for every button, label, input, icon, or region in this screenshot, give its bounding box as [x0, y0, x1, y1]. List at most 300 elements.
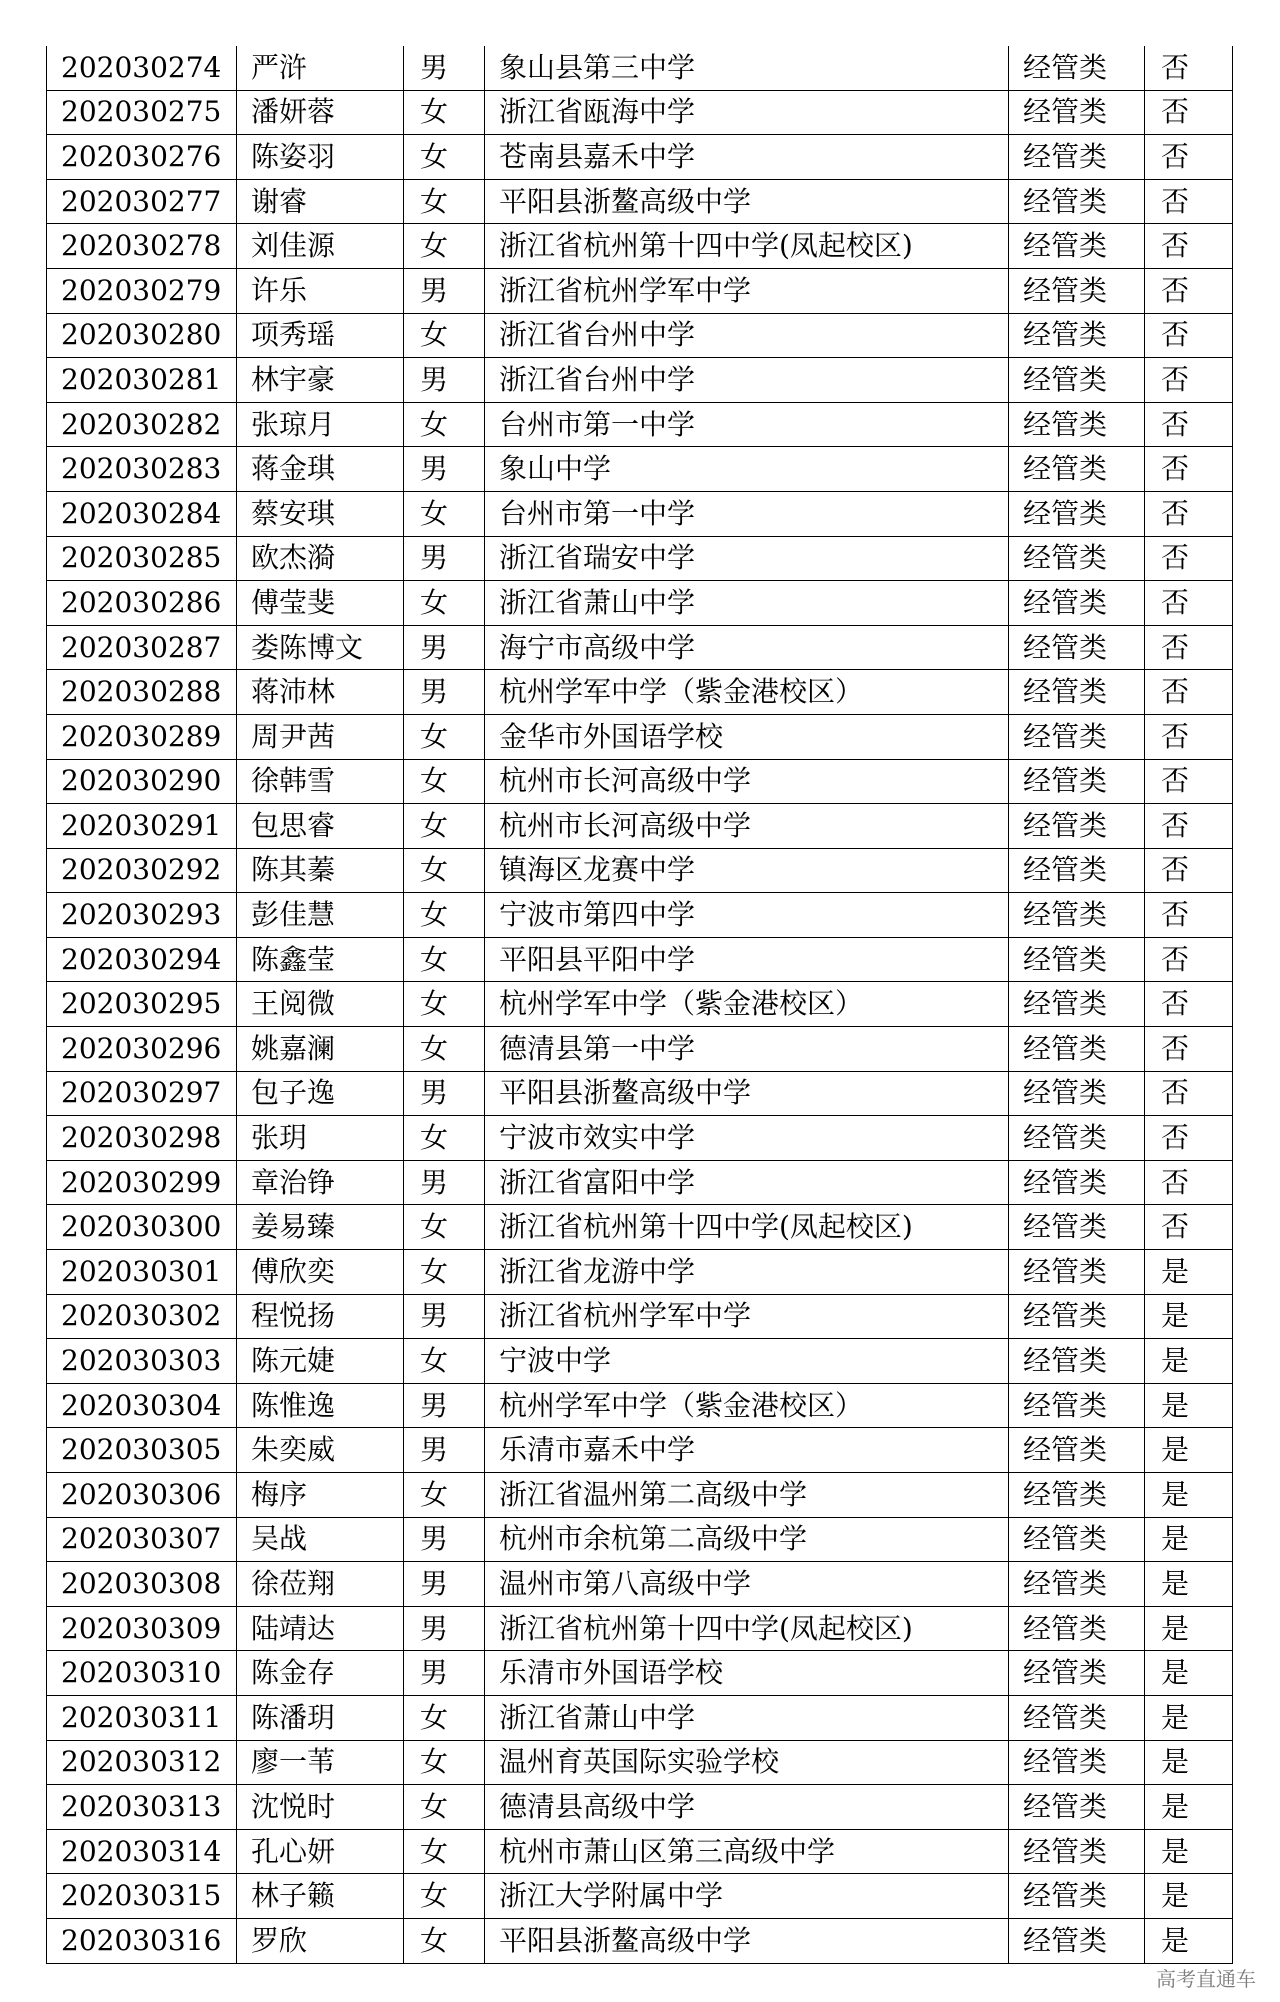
- school-cell: 杭州学军中学（紫金港校区）: [485, 670, 1009, 715]
- school-cell: 杭州学军中学（紫金港校区）: [485, 982, 1009, 1027]
- flag-cell: 是: [1145, 1383, 1233, 1428]
- flag-cell: 否: [1145, 1160, 1233, 1205]
- flag-cell: 是: [1145, 1473, 1233, 1518]
- flag-cell: 否: [1145, 982, 1233, 1027]
- gender-cell: 女: [404, 179, 485, 224]
- category-cell: 经管类: [1009, 893, 1145, 938]
- gender-cell: 女: [404, 1339, 485, 1384]
- school-cell: 浙江省杭州学军中学: [485, 268, 1009, 313]
- gender-cell: 女: [404, 1918, 485, 1963]
- flag-cell: 是: [1145, 1428, 1233, 1473]
- flag-cell: 是: [1145, 1695, 1233, 1740]
- flag-cell: 否: [1145, 670, 1233, 715]
- student-id-cell: 202030284: [47, 491, 237, 536]
- school-cell: 温州育英国际实验学校: [485, 1740, 1009, 1785]
- student-name-cell: 陈姿羽: [237, 135, 404, 180]
- category-cell: 经管类: [1009, 848, 1145, 893]
- table-row: [47, 179, 1233, 224]
- student-name-cell: 陈潘玥: [237, 1695, 404, 1740]
- category-cell: 经管类: [1009, 1918, 1145, 1963]
- gender-cell: 男: [404, 625, 485, 670]
- student-name-cell: 陈金存: [237, 1651, 404, 1696]
- student-name-cell: 傅莹斐: [237, 581, 404, 626]
- student-id-cell: 202030281: [47, 358, 237, 403]
- category-cell: 经管类: [1009, 135, 1145, 180]
- student-id-cell: 202030288: [47, 670, 237, 715]
- student-name-cell: 张玥: [237, 1116, 404, 1161]
- student-name-cell: 廖一苇: [237, 1740, 404, 1785]
- gender-cell: 女: [404, 491, 485, 536]
- gender-cell: 男: [404, 1294, 485, 1339]
- table-row: [47, 1428, 1233, 1473]
- student-id-cell: 202030294: [47, 937, 237, 982]
- student-roster-table: [46, 46, 1233, 1964]
- student-name-cell: 章治铮: [237, 1160, 404, 1205]
- category-cell: 经管类: [1009, 179, 1145, 224]
- gender-cell: 女: [404, 224, 485, 269]
- student-id-cell: 202030289: [47, 714, 237, 759]
- flag-cell: 否: [1145, 759, 1233, 804]
- flag-cell: 是: [1145, 1785, 1233, 1830]
- school-cell: 浙江省杭州第十四中学(凤起校区): [485, 224, 1009, 269]
- student-name-cell: 梅序: [237, 1473, 404, 1518]
- category-cell: 经管类: [1009, 625, 1145, 670]
- table-row: [47, 1116, 1233, 1161]
- gender-cell: 女: [404, 937, 485, 982]
- table-row: [47, 447, 1233, 492]
- gender-cell: 女: [404, 402, 485, 447]
- flag-cell: 否: [1145, 135, 1233, 180]
- category-cell: 经管类: [1009, 1294, 1145, 1339]
- student-id-cell: 202030276: [47, 135, 237, 180]
- category-cell: 经管类: [1009, 491, 1145, 536]
- school-cell: 浙江大学附属中学: [485, 1874, 1009, 1919]
- school-cell: 平阳县浙鳌高级中学: [485, 1071, 1009, 1116]
- gender-cell: 女: [404, 1695, 485, 1740]
- table-row: [47, 1606, 1233, 1651]
- flag-cell: 否: [1145, 179, 1233, 224]
- flag-cell: 否: [1145, 1071, 1233, 1116]
- category-cell: 经管类: [1009, 714, 1145, 759]
- category-cell: 经管类: [1009, 1116, 1145, 1161]
- flag-cell: 否: [1145, 491, 1233, 536]
- student-name-cell: 徐韩雪: [237, 759, 404, 804]
- school-cell: 乐清市外国语学校: [485, 1651, 1009, 1696]
- student-id-cell: 202030313: [47, 1785, 237, 1830]
- category-cell: 经管类: [1009, 1339, 1145, 1384]
- category-cell: 经管类: [1009, 1071, 1145, 1116]
- student-name-cell: 周尹茜: [237, 714, 404, 759]
- student-name-cell: 蒋金琪: [237, 447, 404, 492]
- student-name-cell: 刘佳源: [237, 224, 404, 269]
- student-name-cell: 姜易臻: [237, 1205, 404, 1250]
- school-cell: 台州市第一中学: [485, 402, 1009, 447]
- school-cell: 台州市第一中学: [485, 491, 1009, 536]
- school-cell: 宁波市效实中学: [485, 1116, 1009, 1161]
- student-id-cell: 202030275: [47, 90, 237, 135]
- gender-cell: 男: [404, 46, 485, 90]
- student-name-cell: 陈鑫莹: [237, 937, 404, 982]
- category-cell: 经管类: [1009, 759, 1145, 804]
- flag-cell: 否: [1145, 536, 1233, 581]
- table-row: [47, 1160, 1233, 1205]
- student-name-cell: 包子逸: [237, 1071, 404, 1116]
- table-row: [47, 313, 1233, 358]
- gender-cell: 男: [404, 1651, 485, 1696]
- table-row: [47, 1829, 1233, 1874]
- student-id-cell: 202030293: [47, 893, 237, 938]
- table-row: [47, 625, 1233, 670]
- student-id-cell: 202030300: [47, 1205, 237, 1250]
- student-id-cell: 202030311: [47, 1695, 237, 1740]
- category-cell: 经管类: [1009, 1695, 1145, 1740]
- table-row: [47, 135, 1233, 180]
- gender-cell: 男: [404, 1606, 485, 1651]
- gender-cell: 女: [404, 1116, 485, 1161]
- table-row: [47, 581, 1233, 626]
- school-cell: 德清县第一中学: [485, 1027, 1009, 1072]
- flag-cell: 否: [1145, 1116, 1233, 1161]
- category-cell: 经管类: [1009, 1428, 1145, 1473]
- flag-cell: 否: [1145, 937, 1233, 982]
- student-name-cell: 潘妍蓉: [237, 90, 404, 135]
- category-cell: 经管类: [1009, 982, 1145, 1027]
- student-id-cell: 202030308: [47, 1562, 237, 1607]
- watermark-text: 高考直通车: [1156, 1967, 1256, 1991]
- flag-cell: 是: [1145, 1517, 1233, 1562]
- category-cell: 经管类: [1009, 581, 1145, 626]
- student-name-cell: 王阅微: [237, 982, 404, 1027]
- gender-cell: 男: [404, 536, 485, 581]
- table-row: [47, 1027, 1233, 1072]
- student-id-cell: 202030315: [47, 1874, 237, 1919]
- flag-cell: 否: [1145, 447, 1233, 492]
- school-cell: 浙江省台州中学: [485, 358, 1009, 403]
- student-id-cell: 202030306: [47, 1473, 237, 1518]
- table-row: [47, 848, 1233, 893]
- flag-cell: 是: [1145, 1829, 1233, 1874]
- flag-cell: 是: [1145, 1740, 1233, 1785]
- school-cell: 杭州市余杭第二高级中学: [485, 1517, 1009, 1562]
- student-id-cell: 202030316: [47, 1918, 237, 1963]
- student-name-cell: 彭佳慧: [237, 893, 404, 938]
- table-row: [47, 1695, 1233, 1740]
- table-row: [47, 1250, 1233, 1295]
- gender-cell: 女: [404, 804, 485, 849]
- student-id-cell: 202030299: [47, 1160, 237, 1205]
- gender-cell: 男: [404, 670, 485, 715]
- category-cell: 经管类: [1009, 90, 1145, 135]
- gender-cell: 女: [404, 714, 485, 759]
- school-cell: 金华市外国语学校: [485, 714, 1009, 759]
- school-cell: 象山县第三中学: [485, 46, 1009, 90]
- school-cell: 杭州市长河高级中学: [485, 804, 1009, 849]
- student-name-cell: 徐莅翔: [237, 1562, 404, 1607]
- table-row: [47, 536, 1233, 581]
- school-cell: 宁波中学: [485, 1339, 1009, 1384]
- table-row: [47, 1651, 1233, 1696]
- gender-cell: 男: [404, 1160, 485, 1205]
- table-row: [47, 1294, 1233, 1339]
- table-row: [47, 804, 1233, 849]
- school-cell: 杭州市长河高级中学: [485, 759, 1009, 804]
- school-cell: 平阳县平阳中学: [485, 937, 1009, 982]
- school-cell: 苍南县嘉禾中学: [485, 135, 1009, 180]
- school-cell: 浙江省杭州第十四中学(凤起校区): [485, 1205, 1009, 1250]
- table-row: [47, 46, 1233, 90]
- flag-cell: 否: [1145, 90, 1233, 135]
- table-row: [47, 402, 1233, 447]
- gender-cell: 女: [404, 313, 485, 358]
- school-cell: 浙江省龙游中学: [485, 1250, 1009, 1295]
- student-id-cell: 202030312: [47, 1740, 237, 1785]
- category-cell: 经管类: [1009, 1205, 1145, 1250]
- gender-cell: 女: [404, 759, 485, 804]
- student-name-cell: 孔心妍: [237, 1829, 404, 1874]
- gender-cell: 女: [404, 1785, 485, 1830]
- table-row: [47, 982, 1233, 1027]
- category-cell: 经管类: [1009, 1383, 1145, 1428]
- student-id-cell: 202030307: [47, 1517, 237, 1562]
- school-cell: 乐清市嘉禾中学: [485, 1428, 1009, 1473]
- table-row: [47, 1918, 1233, 1963]
- table-row: [47, 1473, 1233, 1518]
- student-id-cell: 202030302: [47, 1294, 237, 1339]
- student-id-cell: 202030295: [47, 982, 237, 1027]
- student-id-cell: 202030291: [47, 804, 237, 849]
- school-cell: 海宁市高级中学: [485, 625, 1009, 670]
- flag-cell: 否: [1145, 1205, 1233, 1250]
- student-id-cell: 202030277: [47, 179, 237, 224]
- flag-cell: 否: [1145, 313, 1233, 358]
- category-cell: 经管类: [1009, 1517, 1145, 1562]
- flag-cell: 否: [1145, 268, 1233, 313]
- student-id-cell: 202030286: [47, 581, 237, 626]
- student-name-cell: 陈其蓁: [237, 848, 404, 893]
- student-name-cell: 沈悦时: [237, 1785, 404, 1830]
- gender-cell: 女: [404, 1473, 485, 1518]
- table-row: [47, 1071, 1233, 1116]
- flag-cell: 是: [1145, 1651, 1233, 1696]
- category-cell: 经管类: [1009, 447, 1145, 492]
- student-id-cell: 202030303: [47, 1339, 237, 1384]
- gender-cell: 女: [404, 893, 485, 938]
- category-cell: 经管类: [1009, 1027, 1145, 1072]
- gender-cell: 男: [404, 447, 485, 492]
- school-cell: 浙江省瓯海中学: [485, 90, 1009, 135]
- category-cell: 经管类: [1009, 402, 1145, 447]
- student-id-cell: 202030290: [47, 759, 237, 804]
- gender-cell: 女: [404, 848, 485, 893]
- student-name-cell: 姚嘉澜: [237, 1027, 404, 1072]
- student-id-cell: 202030282: [47, 402, 237, 447]
- table-row: [47, 893, 1233, 938]
- student-id-cell: 202030280: [47, 313, 237, 358]
- student-name-cell: 许乐: [237, 268, 404, 313]
- flag-cell: 是: [1145, 1250, 1233, 1295]
- flag-cell: 否: [1145, 358, 1233, 403]
- student-name-cell: 程悦扬: [237, 1294, 404, 1339]
- gender-cell: 女: [404, 1740, 485, 1785]
- gender-cell: 女: [404, 1250, 485, 1295]
- table-row: [47, 1874, 1233, 1919]
- gender-cell: 女: [404, 135, 485, 180]
- flag-cell: 否: [1145, 714, 1233, 759]
- category-cell: 经管类: [1009, 224, 1145, 269]
- table-row: [47, 90, 1233, 135]
- roster-body: [47, 46, 1233, 1963]
- table-row: [47, 1383, 1233, 1428]
- student-id-cell: 202030278: [47, 224, 237, 269]
- student-id-cell: 202030310: [47, 1651, 237, 1696]
- table-row: [47, 670, 1233, 715]
- student-id-cell: 202030279: [47, 268, 237, 313]
- category-cell: 经管类: [1009, 1562, 1145, 1607]
- school-cell: 浙江省台州中学: [485, 313, 1009, 358]
- student-name-cell: 蔡安琪: [237, 491, 404, 536]
- student-name-cell: 林宇豪: [237, 358, 404, 403]
- school-cell: 浙江省萧山中学: [485, 581, 1009, 626]
- school-cell: 浙江省温州第二高级中学: [485, 1473, 1009, 1518]
- student-name-cell: 陆靖达: [237, 1606, 404, 1651]
- gender-cell: 女: [404, 90, 485, 135]
- student-id-cell: 202030305: [47, 1428, 237, 1473]
- gender-cell: 男: [404, 1517, 485, 1562]
- flag-cell: 否: [1145, 1027, 1233, 1072]
- category-cell: 经管类: [1009, 268, 1145, 313]
- student-name-cell: 朱奕威: [237, 1428, 404, 1473]
- category-cell: 经管类: [1009, 1250, 1145, 1295]
- category-cell: 经管类: [1009, 1160, 1145, 1205]
- student-name-cell: 欧杰漪: [237, 536, 404, 581]
- gender-cell: 女: [404, 581, 485, 626]
- student-id-cell: 202030314: [47, 1829, 237, 1874]
- gender-cell: 女: [404, 1205, 485, 1250]
- category-cell: 经管类: [1009, 1606, 1145, 1651]
- category-cell: 经管类: [1009, 46, 1145, 90]
- student-name-cell: 罗欣: [237, 1918, 404, 1963]
- flag-cell: 是: [1145, 1874, 1233, 1919]
- student-id-cell: 202030304: [47, 1383, 237, 1428]
- gender-cell: 女: [404, 1829, 485, 1874]
- category-cell: 经管类: [1009, 670, 1145, 715]
- category-cell: 经管类: [1009, 1473, 1145, 1518]
- table-row: [47, 1785, 1233, 1830]
- student-id-cell: 202030283: [47, 447, 237, 492]
- student-id-cell: 202030297: [47, 1071, 237, 1116]
- gender-cell: 男: [404, 1071, 485, 1116]
- category-cell: 经管类: [1009, 1785, 1145, 1830]
- table-row: [47, 1562, 1233, 1607]
- flag-cell: 是: [1145, 1294, 1233, 1339]
- school-cell: 温州市第八高级中学: [485, 1562, 1009, 1607]
- category-cell: 经管类: [1009, 1651, 1145, 1696]
- category-cell: 经管类: [1009, 1829, 1145, 1874]
- flag-cell: 是: [1145, 1562, 1233, 1607]
- table-row: [47, 1339, 1233, 1384]
- category-cell: 经管类: [1009, 1874, 1145, 1919]
- category-cell: 经管类: [1009, 358, 1145, 403]
- student-name-cell: 林子籁: [237, 1874, 404, 1919]
- flag-cell: 否: [1145, 224, 1233, 269]
- gender-cell: 男: [404, 1383, 485, 1428]
- school-cell: 浙江省富阳中学: [485, 1160, 1009, 1205]
- school-cell: 宁波市第四中学: [485, 893, 1009, 938]
- student-name-cell: 谢睿: [237, 179, 404, 224]
- school-cell: 杭州学军中学（紫金港校区）: [485, 1383, 1009, 1428]
- student-id-cell: 202030301: [47, 1250, 237, 1295]
- school-cell: 浙江省瑞安中学: [485, 536, 1009, 581]
- gender-cell: 女: [404, 982, 485, 1027]
- school-cell: 浙江省杭州学军中学: [485, 1294, 1009, 1339]
- category-cell: 经管类: [1009, 536, 1145, 581]
- student-name-cell: 严浒: [237, 46, 404, 90]
- school-cell: 德清县高级中学: [485, 1785, 1009, 1830]
- table-row: [47, 1205, 1233, 1250]
- school-cell: 象山中学: [485, 447, 1009, 492]
- flag-cell: 否: [1145, 804, 1233, 849]
- flag-cell: 是: [1145, 1606, 1233, 1651]
- student-id-cell: 202030285: [47, 536, 237, 581]
- school-cell: 镇海区龙赛中学: [485, 848, 1009, 893]
- student-name-cell: 包思睿: [237, 804, 404, 849]
- student-name-cell: 项秀瑶: [237, 313, 404, 358]
- flag-cell: 否: [1145, 402, 1233, 447]
- student-name-cell: 张琼月: [237, 402, 404, 447]
- student-id-cell: 202030287: [47, 625, 237, 670]
- flag-cell: 否: [1145, 848, 1233, 893]
- student-id-cell: 202030296: [47, 1027, 237, 1072]
- gender-cell: 男: [404, 268, 485, 313]
- category-cell: 经管类: [1009, 1740, 1145, 1785]
- table-row: [47, 268, 1233, 313]
- student-id-cell: 202030292: [47, 848, 237, 893]
- school-cell: 平阳县浙鳌高级中学: [485, 179, 1009, 224]
- school-cell: 平阳县浙鳌高级中学: [485, 1918, 1009, 1963]
- school-cell: 浙江省杭州第十四中学(凤起校区): [485, 1606, 1009, 1651]
- student-id-cell: 202030309: [47, 1606, 237, 1651]
- student-name-cell: 蒋沛林: [237, 670, 404, 715]
- table-row: [47, 491, 1233, 536]
- category-cell: 经管类: [1009, 313, 1145, 358]
- gender-cell: 女: [404, 1874, 485, 1919]
- student-id-cell: 202030298: [47, 1116, 237, 1161]
- student-name-cell: 陈元婕: [237, 1339, 404, 1384]
- flag-cell: 否: [1145, 46, 1233, 90]
- gender-cell: 女: [404, 1027, 485, 1072]
- flag-cell: 否: [1145, 625, 1233, 670]
- table-row: [47, 224, 1233, 269]
- student-id-cell: 202030274: [47, 46, 237, 90]
- category-cell: 经管类: [1009, 804, 1145, 849]
- flag-cell: 是: [1145, 1339, 1233, 1384]
- table-row: [47, 759, 1233, 804]
- student-name-cell: 傅欣奕: [237, 1250, 404, 1295]
- table-row: [47, 714, 1233, 759]
- gender-cell: 男: [404, 1562, 485, 1607]
- school-cell: 杭州市萧山区第三高级中学: [485, 1829, 1009, 1874]
- flag-cell: 否: [1145, 581, 1233, 626]
- school-cell: 浙江省萧山中学: [485, 1695, 1009, 1740]
- category-cell: 经管类: [1009, 937, 1145, 982]
- table-row: [47, 358, 1233, 403]
- student-name-cell: 陈惟逸: [237, 1383, 404, 1428]
- gender-cell: 男: [404, 358, 485, 403]
- flag-cell: 否: [1145, 893, 1233, 938]
- flag-cell: 是: [1145, 1918, 1233, 1963]
- table-row: [47, 937, 1233, 982]
- student-name-cell: 娄陈博文: [237, 625, 404, 670]
